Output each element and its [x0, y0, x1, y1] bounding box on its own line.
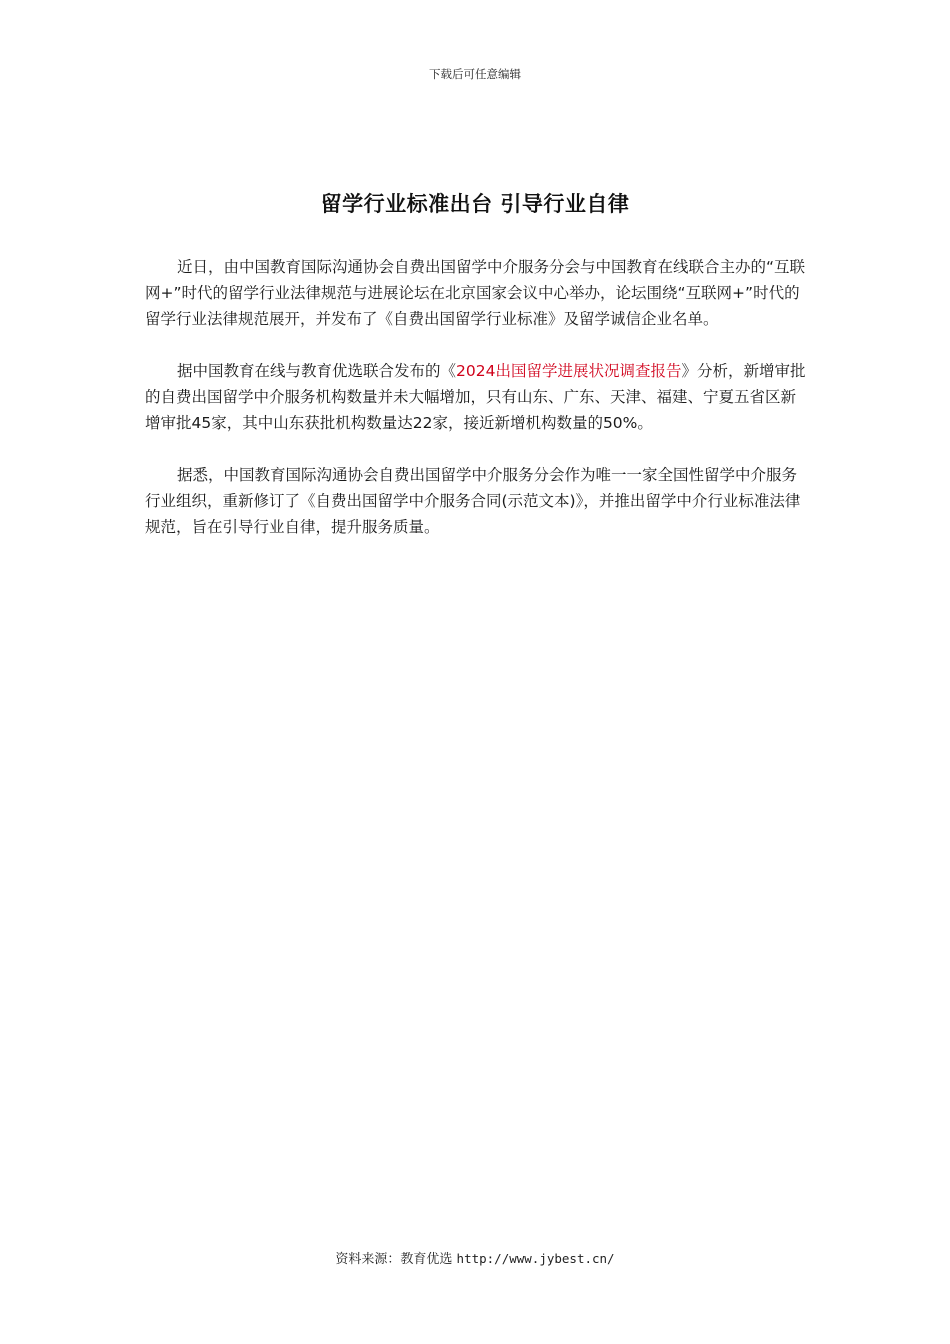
report-title-highlight: 2024出国留学进展状况调查报告 [456, 362, 682, 380]
footer-source [0, 1248, 950, 1267]
header-note: 下载后可任意编辑 [429, 67, 521, 81]
paragraph-1: 近日，由中国教育国际沟通协会自费出国留学中介服务分会与中国教育在线联合主办的“互联网+”时代的留学行业法律规范与进展论坛在北京国家会议中心举办，论坛围绕“互联网+”时代的留学行业法律规范展开，并发布了《自费出国留学行业标准》及留学诚信企业名单。 [145, 258, 806, 328]
paragraph-3: 据悉，中国教育国际沟通协会自费出国留学中介服务分会作为唯一一家全国性留学中介服务行业组织，重新修订了《自费出国留学中介服务合同(示范文本)》，并推出留学中介行业标准法律规范，旨在引导行业自律，提升服务质量。 [145, 466, 801, 536]
footer-source-label: 资料来源：教育优选 [335, 1252, 453, 1267]
article-body [145, 254, 810, 566]
page-title: 留学行业标准出台 引导行业自律 [320, 192, 630, 216]
paragraph-2-rest: 》分析，新增审批的自费出国留学中介服务机构数量并未大幅增加，只有山东、广东、天津、福建、宁夏五省区新增审批45家，其中山东获批机构数量达22家，接近新增机构数量的50%。 [145, 362, 806, 432]
paragraph-2-lead: 据中国教育在线与教育优选联合发布的《 [177, 362, 457, 380]
paragraph-2 [145, 358, 810, 436]
footer-source-url[interactable]: http://www.jybest.cn/ [456, 1251, 615, 1266]
